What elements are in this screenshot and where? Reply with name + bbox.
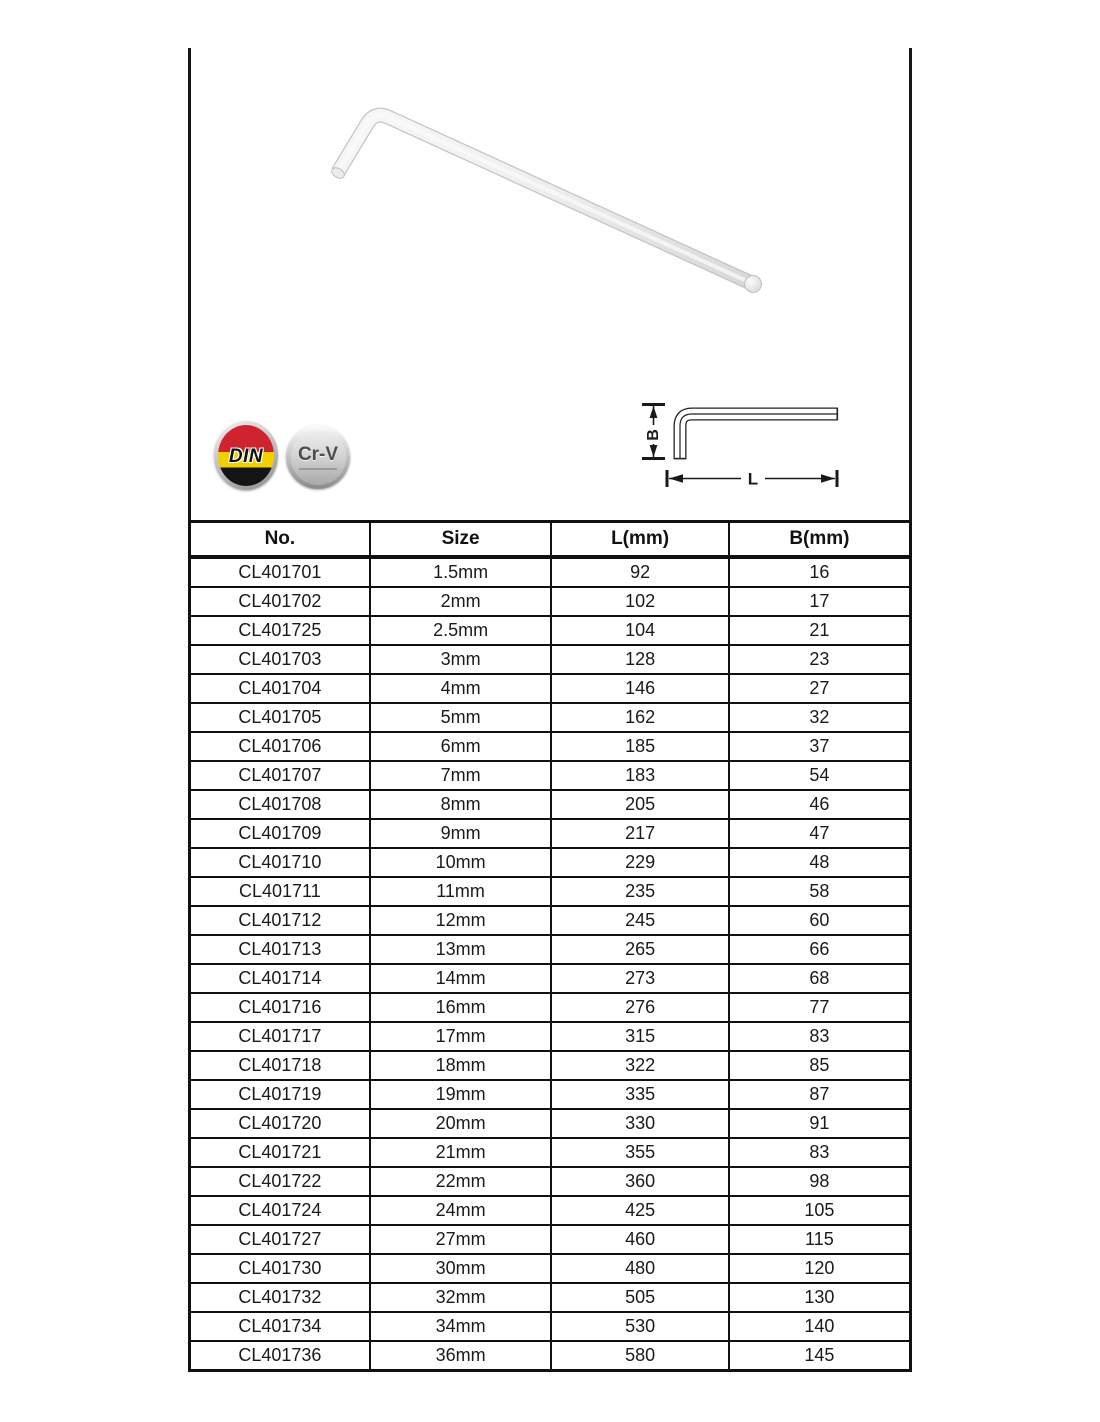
cell-size: 8mm (370, 790, 552, 819)
cell-size: 1.5mm (370, 557, 552, 587)
b-arrow-down (650, 445, 658, 457)
cell-b: 120 (729, 1254, 911, 1283)
cell-no: CL401711 (190, 877, 370, 906)
cell-l: 460 (551, 1225, 728, 1254)
table-row (190, 964, 911, 993)
cell-l: 185 (551, 732, 728, 761)
cell-b: 58 (729, 877, 911, 906)
cell-l: 335 (551, 1080, 728, 1109)
cell-b: 83 (729, 1022, 911, 1051)
cell-l: 146 (551, 674, 728, 703)
cell-b: 87 (729, 1080, 911, 1109)
cell-size: 13mm (370, 935, 552, 964)
cell-no: CL401704 (190, 674, 370, 703)
cell-no: CL401714 (190, 964, 370, 993)
b-arrow-up (650, 406, 658, 418)
cell-size: 22mm (370, 1167, 552, 1196)
cell-b: 46 (729, 790, 911, 819)
cell-no: CL401730 (190, 1254, 370, 1283)
cell-b: 16 (729, 557, 911, 587)
cell-b: 85 (729, 1051, 911, 1080)
cell-no: CL401701 (190, 557, 370, 587)
cell-b: 77 (729, 993, 911, 1022)
cell-l: 205 (551, 790, 728, 819)
cell-no: CL401712 (190, 906, 370, 935)
cell-b: 145 (729, 1341, 911, 1371)
cell-no: CL401721 (190, 1138, 370, 1167)
table-row (190, 906, 911, 935)
table-row (190, 1167, 911, 1196)
table-row (190, 993, 911, 1022)
diagram-key-centerline (680, 414, 837, 458)
cell-size: 4mm (370, 674, 552, 703)
cell-size: 21mm (370, 1138, 552, 1167)
cell-size: 14mm (370, 964, 552, 993)
table-row (190, 1196, 911, 1225)
hex-key-shaft (338, 115, 749, 282)
cell-no: CL401709 (190, 819, 370, 848)
cell-b: 23 (729, 645, 911, 674)
cell-no: CL401706 (190, 732, 370, 761)
cell-l: 92 (551, 557, 728, 587)
table-row (190, 1022, 911, 1051)
table-row (190, 1341, 911, 1371)
cell-b: 32 (729, 703, 911, 732)
table-row (190, 674, 911, 703)
cell-no: CL401722 (190, 1167, 370, 1196)
din-badge-face (218, 425, 274, 486)
cell-no: CL401702 (190, 587, 370, 616)
column-header-l: L(mm) (551, 522, 728, 558)
din-badge-label: DIN (228, 446, 264, 467)
diagram-key-silhouette (680, 414, 837, 458)
cell-size: 30mm (370, 1254, 552, 1283)
cell-l: 322 (551, 1051, 728, 1080)
table-row (190, 703, 911, 732)
table-row (190, 761, 911, 790)
cell-size: 36mm (370, 1341, 552, 1371)
spec-table-body (190, 557, 911, 1371)
cell-b: 130 (729, 1283, 911, 1312)
table-row (190, 557, 911, 587)
table-row (190, 1138, 911, 1167)
cell-l: 505 (551, 1283, 728, 1312)
cell-l: 360 (551, 1167, 728, 1196)
table-row (190, 1109, 911, 1138)
cell-size: 3mm (370, 645, 552, 674)
l-arrow-right (821, 474, 835, 482)
cell-no: CL401718 (190, 1051, 370, 1080)
table-row (190, 877, 911, 906)
table-row (190, 790, 911, 819)
l-arrow-left (669, 474, 683, 482)
table-row (190, 1080, 911, 1109)
table-row (190, 587, 911, 616)
cell-b: 105 (729, 1196, 911, 1225)
cell-size: 20mm (370, 1109, 552, 1138)
dimension-diagram (620, 390, 850, 495)
table-row (190, 732, 911, 761)
cell-size: 19mm (370, 1080, 552, 1109)
cell-b: 47 (729, 819, 911, 848)
cell-size: 6mm (370, 732, 552, 761)
cell-size: 11mm (370, 877, 552, 906)
cell-size: 34mm (370, 1312, 552, 1341)
cell-l: 162 (551, 703, 728, 732)
table-row (190, 1254, 911, 1283)
cell-l: 217 (551, 819, 728, 848)
cell-b: 98 (729, 1167, 911, 1196)
cell-no: CL401736 (190, 1341, 370, 1371)
cell-b: 83 (729, 1138, 911, 1167)
cell-l: 530 (551, 1312, 728, 1341)
crv-badge-underline (299, 468, 337, 470)
cell-no: CL401713 (190, 935, 370, 964)
column-header-no: No. (190, 522, 370, 558)
cell-no: CL401724 (190, 1196, 370, 1225)
cell-no: CL401720 (190, 1109, 370, 1138)
hex-key-photo (300, 75, 800, 315)
cell-b: 48 (729, 848, 911, 877)
table-row (190, 935, 911, 964)
cell-l: 355 (551, 1138, 728, 1167)
l-dimension-label: L (747, 469, 759, 489)
din-badge (214, 421, 278, 490)
cell-l: 315 (551, 1022, 728, 1051)
cell-no: CL401710 (190, 848, 370, 877)
table-row (190, 645, 911, 674)
cell-size: 9mm (370, 819, 552, 848)
cell-b: 91 (729, 1109, 911, 1138)
crv-badge (286, 425, 350, 489)
cell-no: CL401707 (190, 761, 370, 790)
panel-right-border (909, 48, 912, 520)
cell-l: 276 (551, 993, 728, 1022)
spec-table (188, 520, 912, 1372)
cell-no: CL401732 (190, 1283, 370, 1312)
cell-l: 183 (551, 761, 728, 790)
cell-l: 273 (551, 964, 728, 993)
cell-size: 2.5mm (370, 616, 552, 645)
cell-l: 245 (551, 906, 728, 935)
cell-size: 10mm (370, 848, 552, 877)
diagram-key-fill (680, 414, 837, 458)
crv-badge-face (291, 430, 346, 485)
cell-l: 229 (551, 848, 728, 877)
cell-no: CL401716 (190, 993, 370, 1022)
cell-l: 425 (551, 1196, 728, 1225)
column-header-size: Size (370, 522, 552, 558)
cell-l: 265 (551, 935, 728, 964)
cell-l: 580 (551, 1341, 728, 1371)
cell-size: 32mm (370, 1283, 552, 1312)
b-dimension-label: B (645, 429, 662, 441)
cell-b: 17 (729, 587, 911, 616)
cell-b: 140 (729, 1312, 911, 1341)
cell-l: 235 (551, 877, 728, 906)
table-header-row (190, 522, 911, 558)
cell-size: 27mm (370, 1225, 552, 1254)
cell-no: CL401717 (190, 1022, 370, 1051)
cell-size: 12mm (370, 906, 552, 935)
crv-badge-label: Cr-V (297, 444, 339, 465)
cell-l: 102 (551, 587, 728, 616)
cell-l: 104 (551, 616, 728, 645)
table-row (190, 819, 911, 848)
cell-no: CL401719 (190, 1080, 370, 1109)
table-row (190, 1225, 911, 1254)
cell-no: CL401708 (190, 790, 370, 819)
cell-size: 16mm (370, 993, 552, 1022)
panel-left-border (188, 48, 191, 520)
cell-b: 27 (729, 674, 911, 703)
cell-l: 330 (551, 1109, 728, 1138)
table-row (190, 616, 911, 645)
cell-b: 115 (729, 1225, 911, 1254)
cell-l: 128 (551, 645, 728, 674)
cell-size: 18mm (370, 1051, 552, 1080)
cell-size: 24mm (370, 1196, 552, 1225)
cell-size: 7mm (370, 761, 552, 790)
cell-l: 480 (551, 1254, 728, 1283)
cell-b: 54 (729, 761, 911, 790)
table-row (190, 1051, 911, 1080)
cell-no: CL401703 (190, 645, 370, 674)
column-header-b: B(mm) (729, 522, 911, 558)
cell-b: 60 (729, 906, 911, 935)
cell-no: CL401727 (190, 1225, 370, 1254)
cell-b: 21 (729, 616, 911, 645)
table-row (190, 1283, 911, 1312)
cell-b: 68 (729, 964, 911, 993)
table-row (190, 848, 911, 877)
cell-no: CL401725 (190, 616, 370, 645)
cell-b: 37 (729, 732, 911, 761)
ball-end (745, 276, 762, 293)
cell-no: CL401734 (190, 1312, 370, 1341)
cell-b: 66 (729, 935, 911, 964)
cell-size: 17mm (370, 1022, 552, 1051)
table-row (190, 1312, 911, 1341)
cell-no: CL401705 (190, 703, 370, 732)
cell-size: 5mm (370, 703, 552, 732)
cell-size: 2mm (370, 587, 552, 616)
